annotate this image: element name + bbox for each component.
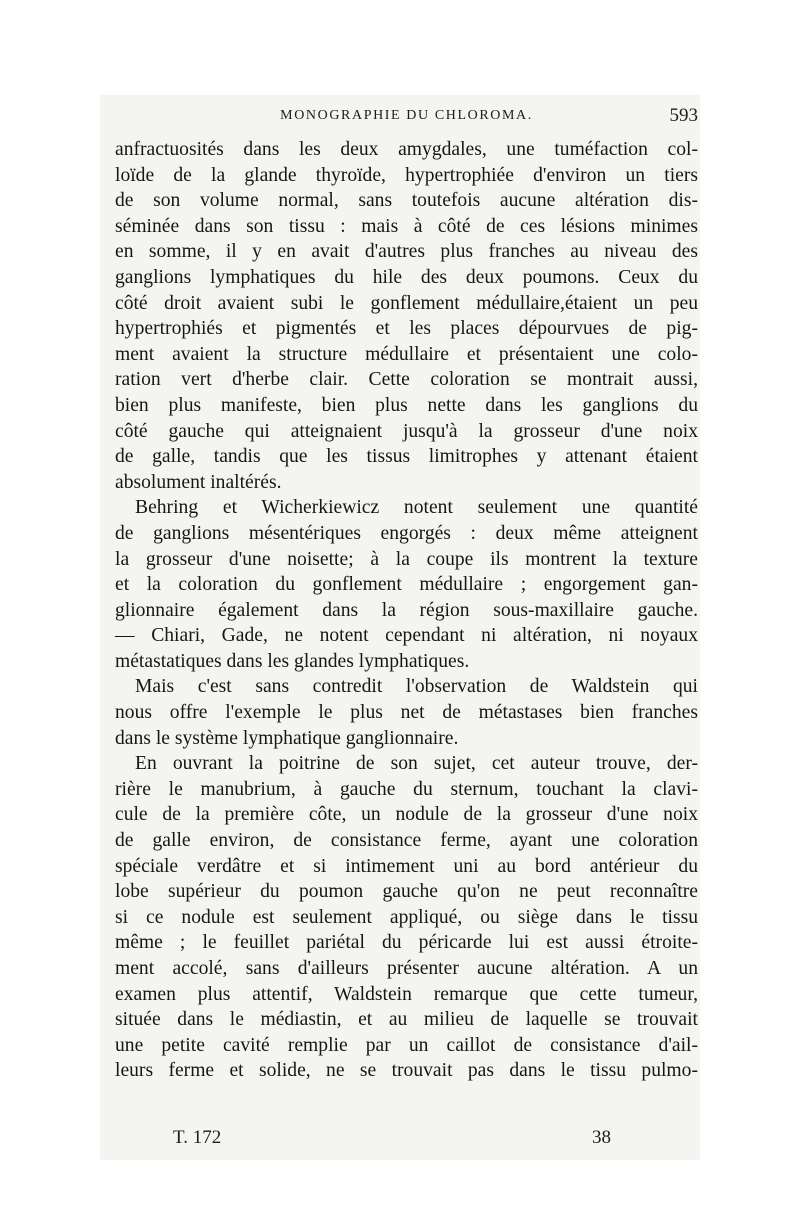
text-line: métastatiques dans les glandes lymphatiques. [115,650,470,672]
text-line: si ce nodule est seulement appliqué, ou siège dans le tissu [115,906,698,928]
text-line: côté gauche qui atteignaient jusqu'à la grosseur d'une noix [115,420,698,442]
text-line: de galle environ, de consistance ferme, ayant une coloration [115,830,698,852]
text-line: de son volume normal, sans toutefois aucune altération dis- [115,190,698,212]
text-line: glionnaire également dans la région sous-maxillaire gauche. [115,599,698,621]
text-line: et la coloration du gonflement médullaire ; engorgement gan- [115,574,698,596]
text-line: ment accolé, sans d'ailleurs présenter aucune altération. A un [115,958,698,979]
text-line: de galle, tandis que les tissus limitrophes y attenant étaient [115,446,698,468]
text-line: séminée dans son tissu : mais à côté de ces lésions minimes [115,215,698,237]
text-line: — Chiari, Gade, ne notent cependant ni altération, ni noyaux [115,625,698,647]
text-line: examen plus attentif, Waldstein remarque que cette tumeur, [115,983,698,1005]
text-line: rière le manubrium, à gauche du sternum, touchant la clavi- [115,778,698,800]
text-line: anfractuosités dans les deux amygdales, une tuméfaction col- [115,139,698,160]
text-line: Mais c'est sans contredit l'observation de Waldstein qui [135,676,698,698]
body-text [115,137,698,1084]
text-line: spéciale verdâtre et si intimement uni au bord antérieur du [115,855,698,877]
text-line: bien plus manifeste, bien plus nette dans les ganglions du [115,394,698,416]
text-line: côté droit avaient subi le gonflement médullaire,étaient un peu [115,292,698,314]
text-line: même ; le feuillet pariétal du péricarde lui est aussi étroite- [115,932,698,954]
text-line: cule de la première côte, un nodule de la grosseur d'une noix [115,804,698,826]
page-header [115,105,698,131]
text-line: En ouvrant la poitrine de son sujet, cet auteur trouve, der- [135,753,698,775]
text-line: nous offre l'exemple le plus net de métastases bien franches [115,702,698,724]
text-line: hypertrophiés et pigmentés et les places dépourvues de pig- [115,318,698,340]
text-line: leurs ferme et solide, ne se trouvait pas dans le tissu pulmo- [115,1060,698,1082]
text-line: Behring et Wicherkiewicz notent seulement une quantité [135,497,698,519]
text-line: située dans le médiastin, et au milieu de laquelle se trouvait [115,1009,698,1031]
signature-mark-left: T. 172 [173,1127,222,1148]
text-line: lobe supérieur du poumon gauche qu'on ne peut reconnaître [115,881,698,903]
running-title: MONOGRAPHIE DU CHLOROMA. [280,108,533,123]
text-line: en somme, il y en avait d'autres plus franches au niveau des [115,241,698,263]
text-line: de ganglions mésentériques engorgés : deux même atteignent [115,522,698,544]
text-line: dans le système lymphatique ganglionnaire. [115,727,459,749]
text-line: ment avaient la structure médullaire et présentaient une colo- [115,343,698,365]
text-line: la grosseur d'une noisette; à la coupe ils montrent la texture [115,548,698,570]
text-line: ration vert d'herbe clair. Cette coloration se montrait aussi, [115,369,698,391]
page-number: 593 [669,105,698,126]
text-line: une petite cavité remplie par un caillot de consistance d'ail- [115,1034,698,1056]
signature-mark-right: 38 [592,1127,611,1148]
text-line: loïde de la glande thyroïde, hypertrophiée d'environ un tiers [115,164,698,186]
text-line: ganglions lymphatiques du hile des deux poumons. Ceux du [115,266,698,288]
page-footer [115,1127,698,1153]
text-line: absolument inaltérés. [115,471,282,493]
